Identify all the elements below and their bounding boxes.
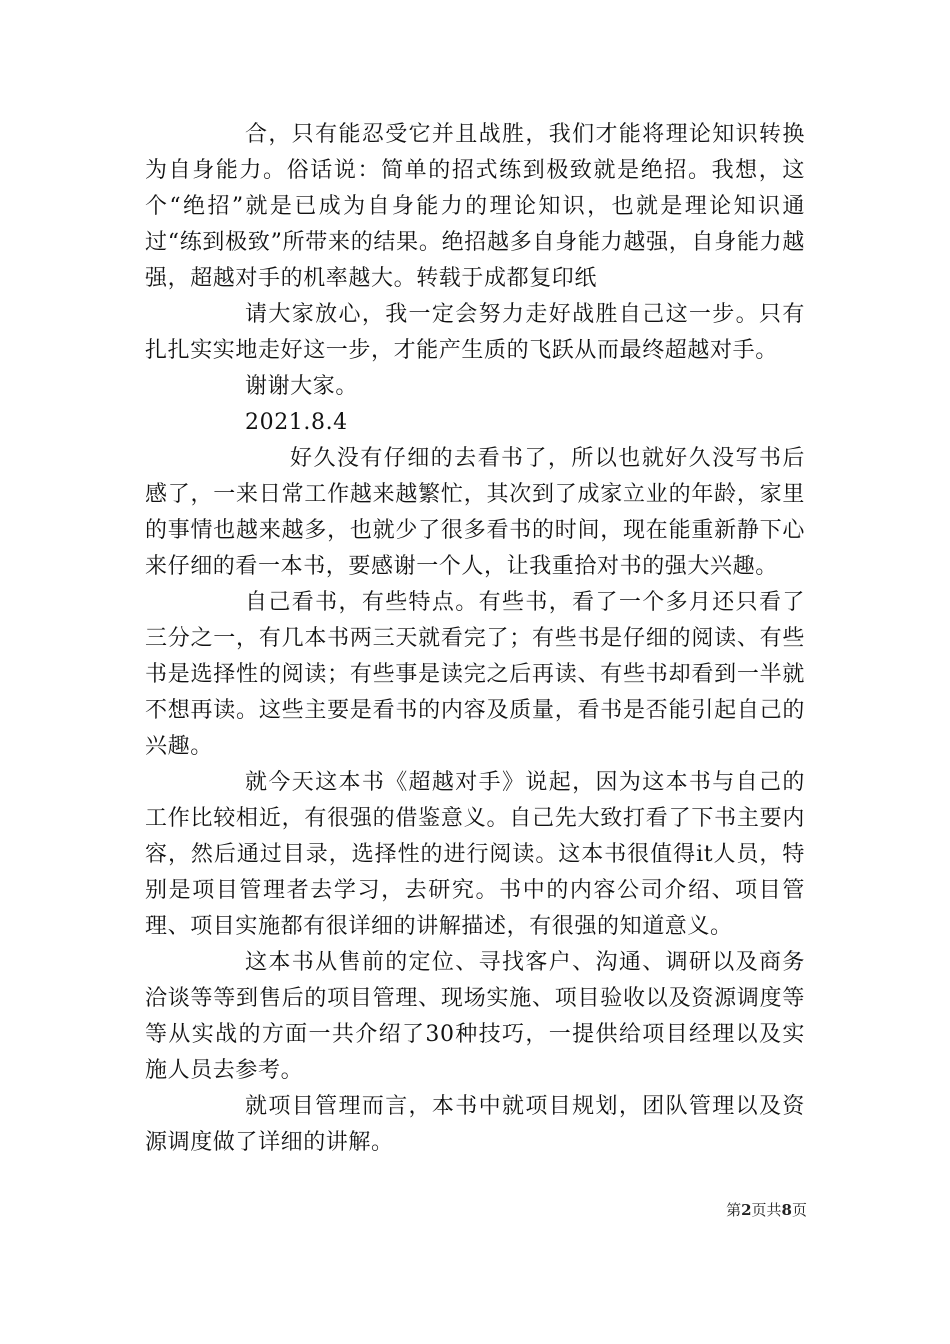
page-number-middle: 页共 [751,1201,782,1219]
paragraph: 自己看书，有些特点。有些书，看了一个多月还只看了三分之一，有几本书两三天就看完了；有些书是仔细的阅读、有些书是选择性的阅读；有些事是读完之后再读、有些书却看到一半就不想再读。这些主要是看书的内容及质量，看书是否能引起自己的兴趣。 [145,590,805,759]
paragraph: 请大家放心，我一定会努力走好战胜自己这一步。只有扎扎实实地走好这一步，才能产生质的飞跃从而最终超越对手。 [145,302,805,363]
paragraph: 就项目管理而言，本书中就项目规划，团队管理以及资源调度做了详细的讲解。 [145,1094,805,1155]
paragraph-continued: 合，只有能忍受它并且战胜，我们才能将理论知识转换为自身能力。俗话说：简单的招式练到极致就是绝招。我想，这个“绝招”就是已成为自身能力的理论知识，也就是理论知识通过“练到极致”所带来的结果。绝招越多自身能力越强，自身能力越强，超越对手的机率越大。转载于成都复印纸 [145,122,805,291]
page-number [726,1199,807,1220]
paragraph-closing: 谢谢大家。 [245,374,359,399]
page-number-suffix: 页 [791,1201,807,1219]
paragraph-date: 2021.8.4 [245,410,348,435]
paragraph: 好久没有仔细的去看书了，所以也就好久没写书后感了，一来日常工作越来越繁忙，其次到了成家立业的年龄，家里的事情也越来越多，也就少了很多看书的时间，现在能重新静下心来仔细的看一本书，要感谢一个人，让我重拾对书的强大兴趣。 [145,446,805,579]
total-pages: 8 [781,1201,792,1219]
paragraph: 就今天这本书《超越对手》说起，因为这本书与自己的工作比较相近，有很强的借鉴意义。自己先大致打看了下书主要内容，然后通过目录，选择性的进行阅读。这本书很值得it人员，特别是项目管理者去学习，去研究。书中的内容公司介绍、项目管理、项目实施都有很详细的讲解描述，有很强的知道意义。 [145,770,805,939]
paragraph: 这本书从售前的定位、寻找客户、沟通、调研以及商务洽谈等等到售后的项目管理、现场实施、项目验收以及资源调度等等从实战的方面一共介绍了30种技巧，一提供给项目经理以及实施人员去参考。 [145,950,805,1083]
document-body [145,117,805,1161]
current-page: 2 [741,1201,752,1219]
page-number-prefix: 第 [726,1201,742,1219]
